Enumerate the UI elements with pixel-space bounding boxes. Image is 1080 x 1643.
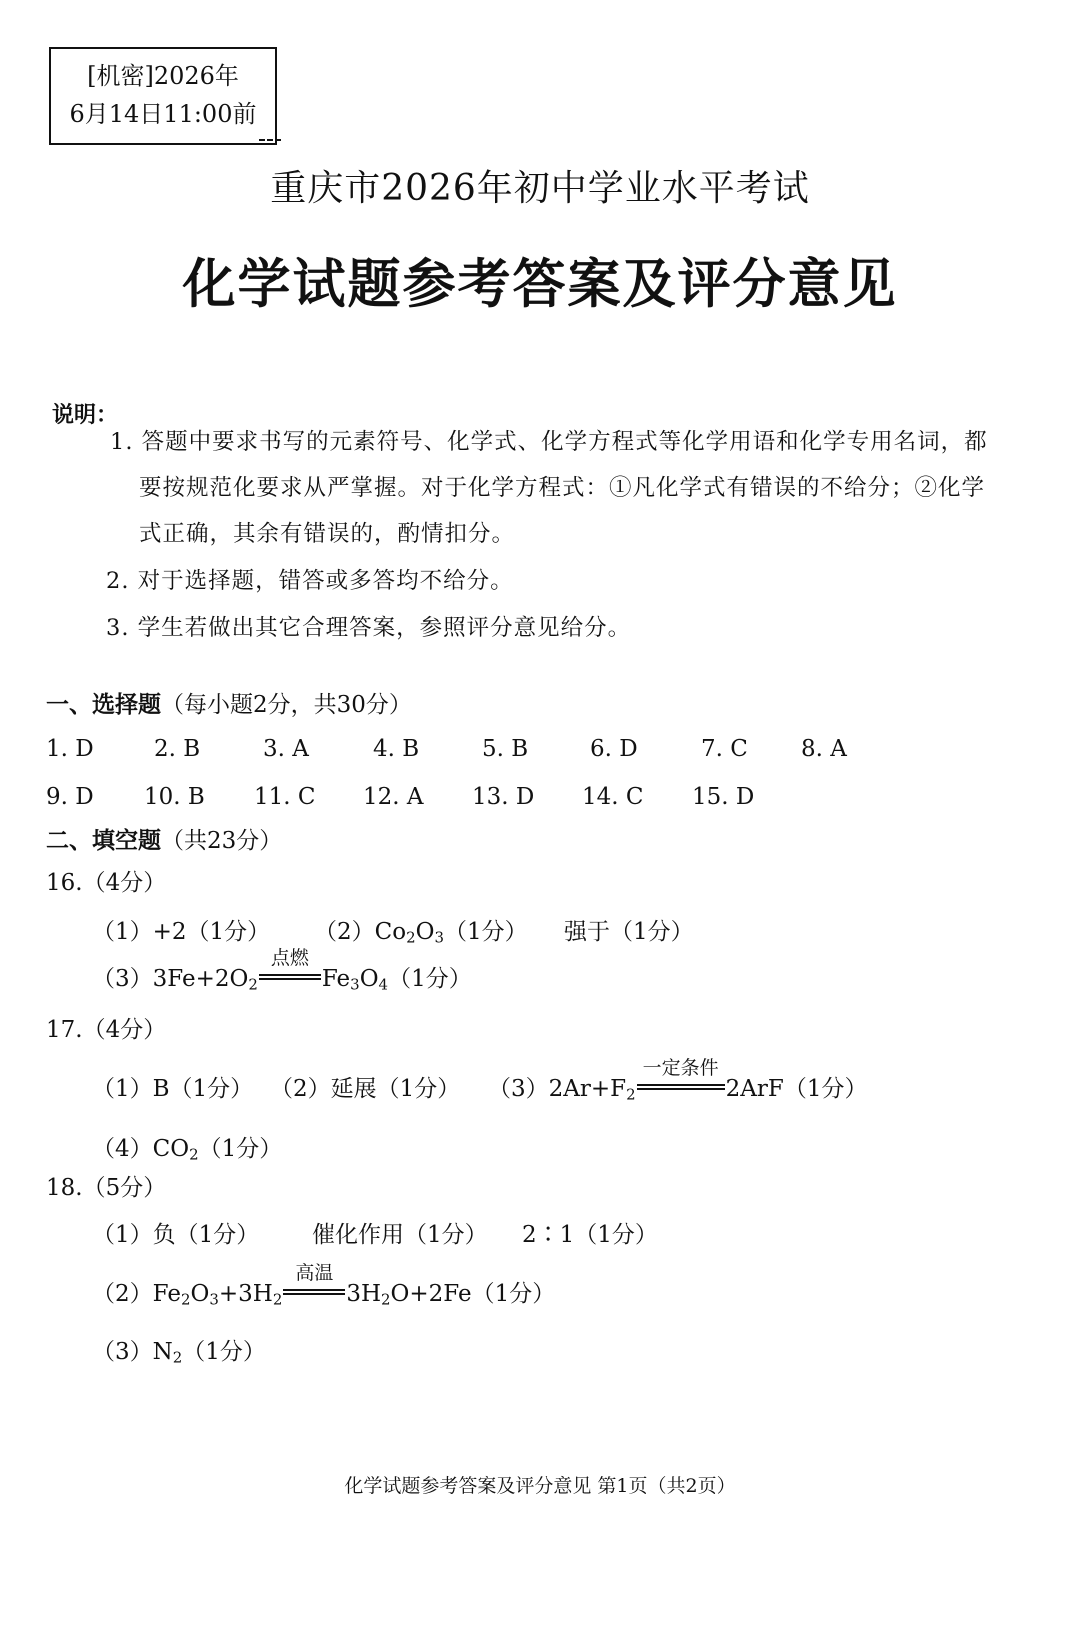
q18-answer-2: 催化作用（1分） (312, 1222, 488, 1248)
mc-answer: 6. D (590, 736, 638, 762)
mc-answer: 7. C (701, 736, 748, 762)
mc-answer: 13. D (472, 784, 535, 810)
q17-answer-1: （1）B（1分） (92, 1076, 254, 1102)
q17-answer-2: （2）延展（1分） (270, 1076, 461, 1102)
mc-answer: 2. B (154, 736, 201, 762)
section-1-note: （每小题2分，共30分） (161, 692, 412, 718)
mc-answer: 1. D (46, 736, 94, 762)
mc-answer: 9. D (46, 784, 94, 810)
reaction-condition (259, 947, 321, 992)
condition-text: 一定条件 (642, 1057, 719, 1079)
mc-answer: 3. A (263, 736, 309, 762)
confidential-box (49, 47, 277, 145)
mc-answer: 4. B (373, 736, 420, 762)
mc-answer: 10. B (144, 784, 205, 810)
q17-answer-4: $(4)CO_2(1$分） (92, 1136, 283, 1164)
mc-answer: 12. A (363, 784, 424, 810)
q18-answer-1: （1）负（1分） (92, 1222, 260, 1248)
dashed-mark (259, 139, 281, 141)
q18-equation: $(2)Fe_2O_3+3H_2$ 高温 $3H_2O+2Fe(1$分） (92, 1262, 556, 1309)
condition-text: 高温 (295, 1262, 334, 1284)
mc-answer: 11. C (254, 784, 316, 810)
note-line-1: 1. 答题中要求书写的元素符号、化学式、化学方程式等化学用语和化学专用名词，都 (110, 429, 988, 455)
q18-label: 18.（5分） (46, 1175, 167, 1201)
note-line-2: 要按规范化要求从严掌握。对于化学方程式：①凡化学式有错误的不给分；②化学 (139, 475, 986, 501)
mc-answer: 5. B (482, 736, 529, 762)
section-1-heading (46, 686, 412, 719)
q16-answer-2: $(2)Co_2O_3(1$分） (314, 919, 528, 947)
mc-answer: 14. C (582, 784, 644, 810)
q18-answer-4: $(3)N_2(1$分） (92, 1339, 266, 1367)
equals-sign (283, 1289, 345, 1295)
section-2-note: （共23分） (161, 828, 283, 854)
q17-equation: $(3)2Ar+F_2$ 一定条件 2ArF（1分） (488, 1057, 868, 1104)
q16-answer-3: 强于（1分） (564, 919, 694, 945)
note-line-5: 3. 学生若做出其它合理答案，参照评分意见给分。 (106, 615, 632, 641)
q16-answer-1: （1）+2（1分） (92, 919, 271, 945)
q16-equation: $(3)3Fe+2O_2$ 点燃 $Fe_3O_4(1$分） (92, 947, 472, 994)
mc-answer: 15. D (692, 784, 755, 810)
reaction-condition (637, 1057, 725, 1102)
confidential-line-2: 6月14日11:00前 (69, 100, 257, 128)
equals-sign (259, 974, 321, 980)
q18-answer-3: 2∶1（1分） (522, 1222, 658, 1248)
section-2-heading (46, 822, 282, 855)
section-1-title: 一、选择题 (46, 691, 161, 718)
note-line-3: 式正确，其余有错误的，酌情扣分。 (139, 521, 516, 547)
confidential-line-1: [机密]2026年 (87, 62, 239, 90)
section-2-title: 二、填空题 (46, 827, 161, 854)
notes-label: 说明： (52, 402, 119, 428)
exam-title: 重庆市2026年初中学业水平考试 (270, 168, 810, 209)
note-line-4: 2. 对于选择题，错答或多答均不给分。 (106, 568, 514, 594)
reaction-condition (283, 1262, 345, 1307)
mc-answer: 8. A (801, 736, 847, 762)
page-footer: 化学试题参考答案及评分意见 第1页（共2页） (344, 1475, 736, 1497)
document-title: 化学试题参考答案及评分意见 (182, 253, 898, 315)
q16-label: 16.（4分） (46, 870, 167, 896)
equals-sign (637, 1084, 725, 1090)
q17-label: 17.（4分） (46, 1017, 167, 1043)
condition-text: 点燃 (270, 947, 309, 969)
